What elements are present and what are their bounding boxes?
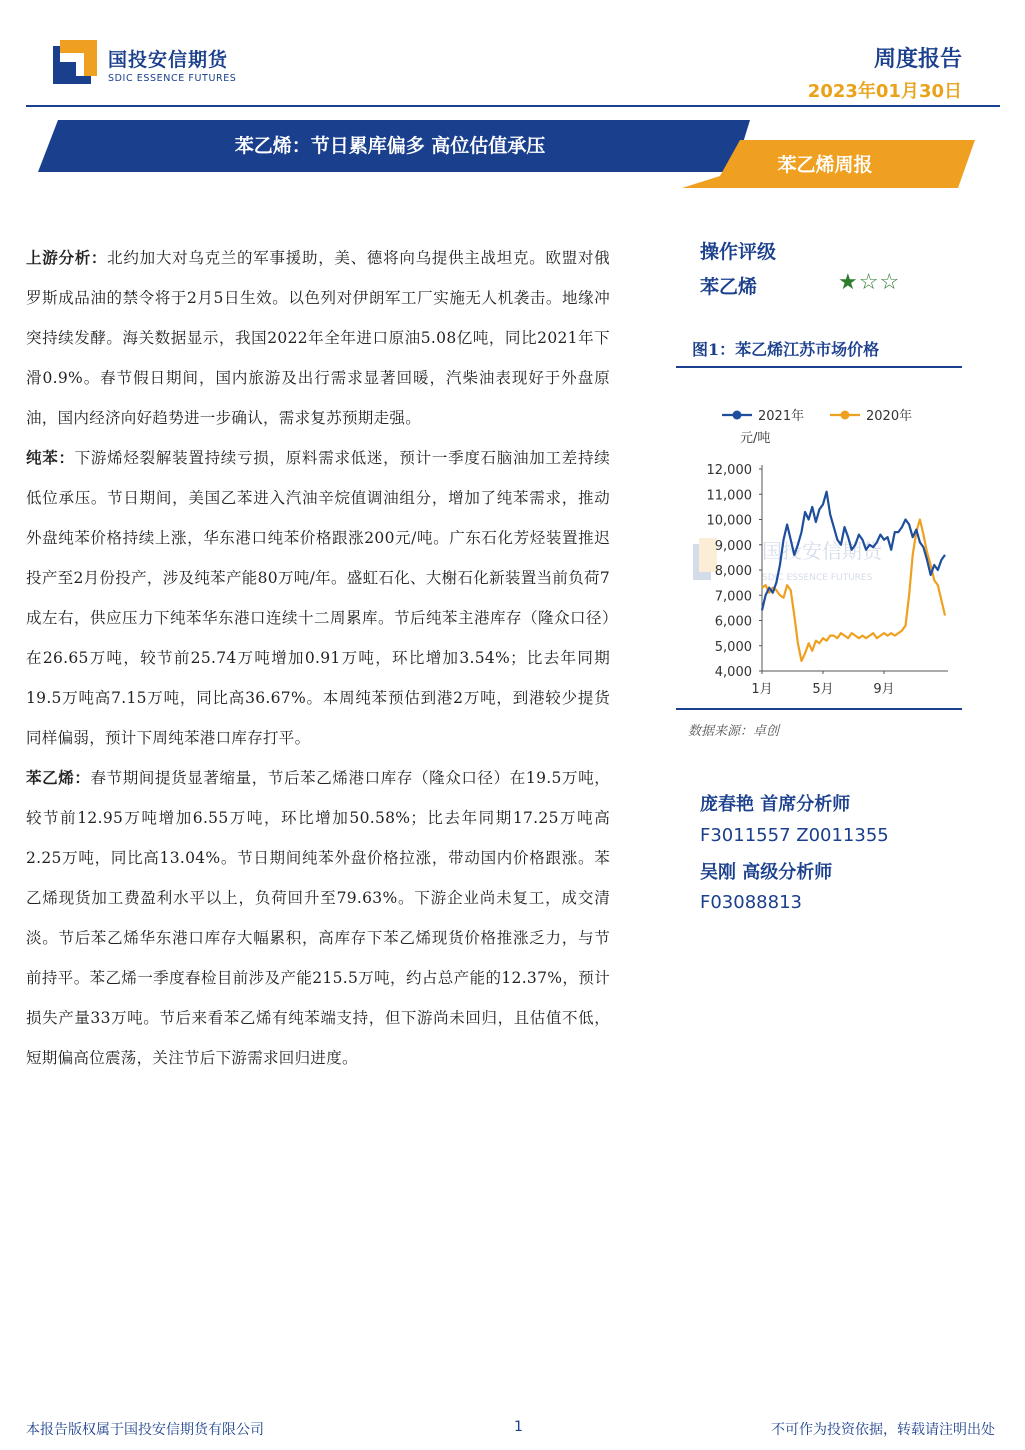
price-chart — [690, 398, 960, 708]
legend-label: 2020年 — [866, 409, 913, 424]
y-tick-label: 5,000 — [714, 639, 752, 655]
rating-product: 苯乙烯 — [700, 276, 758, 298]
analyst-2-name: 吴刚 高级分析师 — [700, 862, 833, 883]
figure-top-rule — [676, 366, 962, 368]
rating-heading: 操作评级 — [700, 241, 777, 263]
company-name-cn: 国投安信期货 — [108, 49, 229, 71]
y-tick-label: 7,000 — [714, 589, 752, 605]
analyst-1-id: F3011557 Z0011355 — [700, 825, 889, 846]
analyst-2-id: F03088813 — [700, 892, 802, 913]
watermark-text-en: SDIC ESSENCE FUTURES — [762, 573, 873, 583]
y-tick-label: 9,000 — [714, 538, 752, 554]
paragraph-styrene — [26, 758, 610, 1078]
report-tag: 苯乙烯周报 — [777, 154, 873, 176]
company-name-en: SDIC ESSENCE FUTURES — [108, 73, 237, 84]
footer-disclaimer: 不可作为投资依据，转载请注明出处 — [771, 1422, 995, 1438]
paragraph-text: 下游烯烃裂解装置持续亏损，原料需求低迷，预计一季度石脑油加工差持续低位承压。节日期间，美国乙苯进入汽油辛烷值调油组分，增加了纯苯需求，推动外盘纯苯价格持续上涨，华东港口纯苯价格跟涨200元/吨。广东石化芳烃装置推迟投产至2月份投产，涉及纯苯产能80万吨/年。盛虹石化、大榭石化新装置当前负荷7成左右，供应压力下纯苯华东港口连续十二周累库。节后纯苯主港库存（隆众口径）在26.65万吨，较节前25.74万吨增加0.91万吨，环比增加3.54%；比去年同期19.5万吨高7.15万吨，同比高36.67%。本周纯苯预估到港2万吨，到港较少提货同样偏弱，预计下周纯苯港口库存打平。 — [26, 449, 610, 747]
paragraph-text: 北约加大对乌克兰的军事援助，美、德将向乌提供主战坦克。欧盟对俄罗斯成品油的禁令将于2月5日生效。以色列对伊朗军工厂实施无人机袭击。地缘冲突持续发酵。海关数据显示，我国2022年全年进口原油5.08亿吨，同比2021年下滑0.9%。春节假日期间，国内旅游及出行需求显著回暖，汽柴油表现好于外盘原油，国内经济向好趋势进一步确认，需求复苏预期走强。 — [26, 249, 610, 427]
y-tick-label: 12,000 — [706, 463, 752, 478]
paragraph-heading: 苯乙烯： — [26, 768, 91, 787]
company-logo-icon — [53, 40, 97, 84]
y-axis-label: 元/吨 — [740, 431, 771, 446]
figure-title: 图1：苯乙烯江苏市场价格 — [692, 340, 880, 359]
footer-copyright: 本报告版权属于国投安信期货有限公司 — [26, 1422, 264, 1438]
y-tick-label: 6,000 — [714, 614, 752, 630]
y-tick-label: 11,000 — [706, 488, 752, 504]
report-type: 周度报告 — [873, 47, 962, 72]
legend-label: 2021年 — [758, 409, 805, 424]
x-tick-label: 1月 — [751, 682, 773, 697]
header-divider — [26, 105, 1000, 107]
legend-marker — [841, 411, 850, 420]
y-tick-label: 4,000 — [714, 665, 752, 680]
analyst-1-name: 庞春艳 首席分析师 — [700, 794, 851, 815]
y-tick-label: 10,000 — [706, 513, 752, 529]
rating-stars: ★☆☆ — [838, 270, 901, 295]
report-date: 2023年01月30日 — [807, 81, 962, 102]
watermark-text: 国投安信期货 — [762, 539, 882, 563]
paragraph-upstream — [26, 238, 610, 438]
report-body — [26, 238, 610, 1078]
figure-bottom-rule — [676, 708, 962, 710]
data-source: 数据来源：卓创 — [688, 724, 780, 739]
paragraph-heading: 上游分析： — [26, 248, 108, 267]
paragraph-benzene — [26, 438, 610, 758]
chart-legend — [722, 408, 912, 424]
report-title: 苯乙烯：节日累库偏多 高位估值承压 — [234, 135, 546, 157]
y-tick-label: 8,000 — [714, 564, 752, 579]
x-tick-label: 9月 — [873, 682, 895, 697]
legend-marker — [733, 411, 742, 420]
page-number: 1 — [514, 1419, 523, 1435]
paragraph-heading: 纯苯： — [26, 448, 75, 467]
x-tick-label: 5月 — [812, 682, 834, 697]
paragraph-text: 春节期间提货显著缩量，节后苯乙烯港口库存（隆众口径）在19.5万吨，较节前12.95万吨增加6.55万吨，环比增加50.58%；比去年同期17.25万吨高2.25万吨，同比高13.04%。节日期间纯苯外盘价格拉涨，带动国内价格跟涨。苯乙烯现货加工费盈利水平以上，负荷回升至79.63%。下游企业尚未复工，成交清淡。节后苯乙烯华东港口库存大幅累积，高库存下苯乙烯现货价格推涨乏力，与节前持平。苯乙烯一季度春检目前涉及产能215.5万吨，约占总产能的12.37%，预计损失产量33万吨。节后来看苯乙烯有纯苯端支持，但下游尚未回归，且估值不低，短期偏高位震荡，关注节后下游需求回归进度。 — [26, 769, 611, 1067]
